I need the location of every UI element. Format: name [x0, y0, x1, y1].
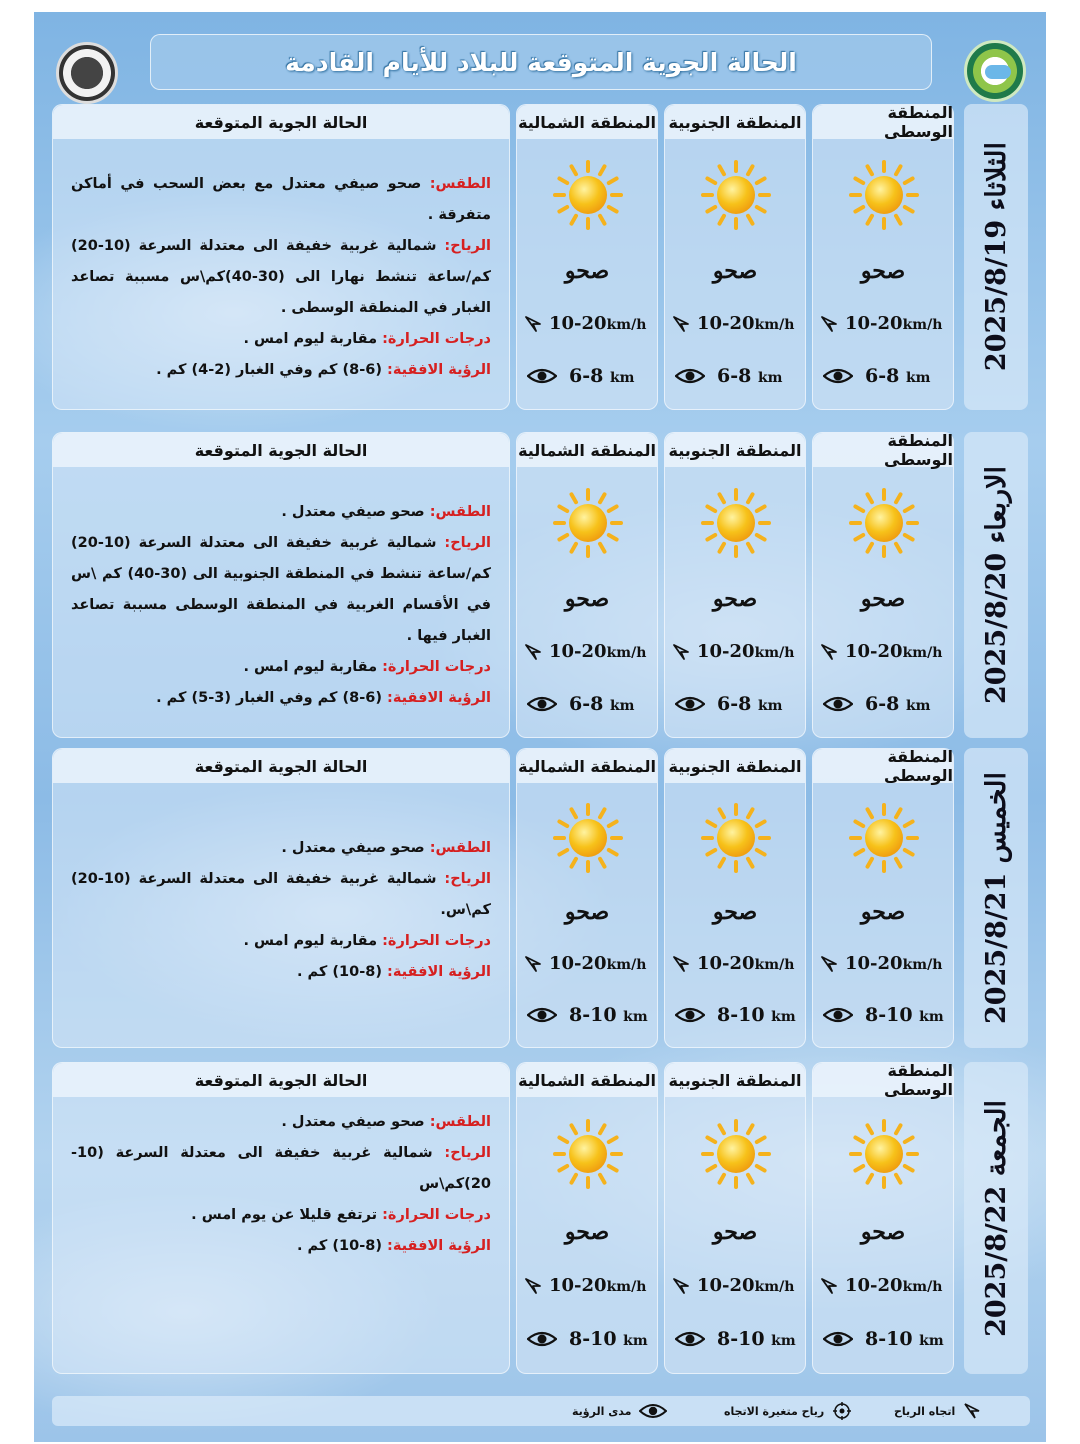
- temperature-line: درجات الحرارة: مقاربة ليوم امس .: [243, 331, 491, 347]
- wind-line: الرياح: شمالية غربية خفيفة الى معتدلة السرعة (10-20) كم\س.: [71, 871, 491, 918]
- wind-speed-text: 10-20km/h: [845, 313, 943, 334]
- wind-speed-text: 10-20km/h: [697, 313, 795, 334]
- wind-direction-arrow-icon: [819, 1276, 839, 1296]
- meteorology-authority-logo: [964, 40, 1026, 102]
- legend-wind-direction-label: اتجاه الرياح: [894, 1404, 956, 1418]
- legend-visibility: [572, 1396, 667, 1426]
- forecast-description-panel: [52, 104, 510, 410]
- forecast-description-text: [71, 497, 491, 714]
- visibility: [675, 1004, 805, 1026]
- sun-icon: [553, 488, 623, 558]
- region-card-southern: [664, 1062, 806, 1374]
- eye-icon: [823, 367, 853, 385]
- region-card-central: [812, 104, 954, 410]
- visibility-text: 8-10 km: [569, 1004, 648, 1026]
- wind-speed-text: 10-20km/h: [549, 641, 647, 662]
- region-card-northern: [516, 104, 658, 410]
- wind-direction-arrow-icon: [523, 642, 543, 662]
- wind-speed: [819, 1275, 955, 1296]
- wind-line: الرياح: شمالية غربية خفيفة الى معتدلة السرعة (10-20)كم\س: [71, 1145, 491, 1192]
- forecast-description-text: [71, 833, 491, 988]
- region-card-central: [812, 1062, 954, 1374]
- region-name: المنطقة الجنوبية: [665, 749, 805, 783]
- forecast-description-panel: [52, 1062, 510, 1374]
- wind-speed: [523, 313, 659, 334]
- condition-text: صحو: [712, 899, 758, 925]
- legend: [52, 1396, 1030, 1426]
- wind-speed-text: 10-20km/h: [697, 953, 795, 974]
- visibility-text: 6-8 km: [865, 693, 931, 715]
- wind-speed-text: 10-20km/h: [697, 641, 795, 662]
- eye-icon: [675, 1006, 705, 1024]
- region-card-central: [812, 748, 954, 1048]
- wind-speed: [671, 313, 807, 334]
- condition-text: صحو: [860, 586, 906, 612]
- legend-variable-wind-label: رياح متغيرة الاتجاه: [724, 1404, 825, 1418]
- visibility-text: 6-8 km: [569, 365, 635, 387]
- day-block: [34, 748, 1046, 1048]
- legend-visibility-label: مدى الرؤية: [572, 1404, 632, 1418]
- wind-speed: [523, 1275, 659, 1296]
- visibility-text: 8-10 km: [865, 1328, 944, 1350]
- legend-wind-direction: [894, 1396, 981, 1426]
- sun-icon: [701, 488, 771, 558]
- wind-speed-text: 10-20km/h: [549, 1275, 647, 1296]
- visibility: [527, 1004, 657, 1026]
- wind-direction-arrow-icon: [523, 954, 543, 974]
- condition-text: صحو: [564, 258, 610, 284]
- visibility-text: 8-10 km: [569, 1328, 648, 1350]
- day-date-text: الخميس 2025/8/21: [980, 772, 1012, 1024]
- weather-line: الطقس: صحو صيفي معتدل مع بعض السحب في أماكن متفرقة .: [71, 176, 491, 223]
- region-name: المنطقة الجنوبية: [665, 105, 805, 139]
- region-card-northern: [516, 1062, 658, 1374]
- wind-speed: [671, 953, 807, 974]
- page-title-bar: [150, 34, 932, 90]
- region-card-northern: [516, 432, 658, 738]
- region-card-southern: [664, 432, 806, 738]
- region-card-southern: [664, 748, 806, 1048]
- wind-speed: [523, 641, 659, 662]
- wind-direction-arrow-icon: [819, 954, 839, 974]
- region-name: المنطقة الشمالية: [517, 105, 657, 139]
- visibility: [823, 1004, 953, 1026]
- region-name: المنطقة الشمالية: [517, 749, 657, 783]
- day-date-label: [964, 1062, 1028, 1374]
- wind-direction-arrow-icon: [819, 314, 839, 334]
- condition-text: صحو: [712, 1219, 758, 1245]
- visibility-line: الرؤية الافقية: (6-8) كم وفي الغبار (3-5) كم .: [156, 690, 491, 706]
- day-date-text: الاربعاء 2025/8/20: [980, 465, 1012, 705]
- visibility: [527, 365, 657, 387]
- condition-text: صحو: [860, 258, 906, 284]
- wind-speed-text: 10-20km/h: [845, 953, 943, 974]
- visibility: [675, 365, 805, 387]
- sun-icon: [701, 160, 771, 230]
- forecast-page: [34, 12, 1046, 1442]
- visibility-text: 8-10 km: [717, 1004, 796, 1026]
- eye-icon: [675, 695, 705, 713]
- sun-icon: [849, 488, 919, 558]
- forecast-description-text: [71, 1107, 491, 1262]
- sun-icon: [849, 160, 919, 230]
- day-date-text: الجمعة 2025/8/22: [980, 1099, 1012, 1337]
- visibility: [527, 1328, 657, 1350]
- visibility: [675, 1328, 805, 1350]
- eye-icon: [675, 1330, 705, 1348]
- wind-speed: [523, 953, 659, 974]
- visibility: [823, 365, 953, 387]
- wind-speed: [671, 1275, 807, 1296]
- sun-icon: [849, 1119, 919, 1189]
- eye-icon: [823, 1330, 853, 1348]
- visibility-line: الرؤية الافقية: (8-10) كم .: [296, 1238, 491, 1254]
- sun-icon: [553, 1119, 623, 1189]
- day-date-label: [964, 748, 1028, 1048]
- desc-header: الحالة الجوية المتوقعة: [53, 433, 509, 467]
- region-card-southern: [664, 104, 806, 410]
- eye-icon: [675, 367, 705, 385]
- region-card-northern: [516, 748, 658, 1048]
- page-title: الحالة الجوية المتوقعة للبلاد للأيام القادمة: [285, 47, 797, 77]
- day-block: [34, 104, 1046, 410]
- wind-line: الرياح: شمالية غربية خفيفة الى معتدلة السرعة (10-20) كم/ساعة تنشط نهارا الى (30-40)كم\س مسببة تصاعد الغبار في المنطقة الوسطى .: [71, 238, 491, 316]
- wind-speed: [819, 313, 955, 334]
- desc-header: الحالة الجوية المتوقعة: [53, 105, 509, 139]
- condition-text: صحو: [860, 1219, 906, 1245]
- wind-direction-arrow-icon: [671, 1276, 691, 1296]
- eye-icon: [823, 695, 853, 713]
- sun-icon: [553, 803, 623, 873]
- region-name: المنطقة الجنوبية: [665, 1063, 805, 1097]
- temperature-line: درجات الحرارة: ترتفع قليلا عن يوم امس .: [191, 1207, 491, 1223]
- visibility: [823, 1328, 953, 1350]
- desc-header: الحالة الجوية المتوقعة: [53, 749, 509, 783]
- region-name: المنطقة الشمالية: [517, 433, 657, 467]
- visibility-text: 6-8 km: [569, 693, 635, 715]
- visibility: [823, 693, 953, 715]
- wind-speed-text: 10-20km/h: [549, 953, 647, 974]
- wind-direction-arrow-icon: [523, 314, 543, 334]
- weather-line: الطقس: صحو صيفي معتدل .: [281, 1114, 491, 1130]
- weather-forecasting-logo: [56, 42, 118, 104]
- wind-line: الرياح: شمالية غربية خفيفة الى معتدلة السرعة (10-20) كم/ساعة تنشط في المنطقة الجنوبية الى (30-40) كم \س في الأقسام الغربية في المنطقة الوسطى مسببة تصاعد الغبار فيها .: [71, 535, 491, 644]
- wind-speed-text: 10-20km/h: [845, 641, 943, 662]
- region-name: المنطقة الوسطى: [813, 1063, 953, 1097]
- condition-text: صحو: [564, 899, 610, 925]
- wind-direction-arrow-icon: [819, 642, 839, 662]
- variable-wind-icon: [832, 1401, 852, 1421]
- region-name: المنطقة الجنوبية: [665, 433, 805, 467]
- day-block: [34, 1062, 1046, 1374]
- visibility: [527, 693, 657, 715]
- region-name: المنطقة الوسطى: [813, 105, 953, 139]
- wind-direction-arrow-icon: [671, 314, 691, 334]
- region-card-central: [812, 432, 954, 738]
- wind-speed: [819, 641, 955, 662]
- region-name: المنطقة الوسطى: [813, 749, 953, 783]
- eye-icon: [527, 367, 557, 385]
- visibility-text: 6-8 km: [717, 693, 783, 715]
- wind-direction-arrow-icon: [671, 954, 691, 974]
- day-date-label: [964, 104, 1028, 410]
- wind-direction-arrow-icon: [523, 1276, 543, 1296]
- visibility-text: 6-8 km: [717, 365, 783, 387]
- visibility-text: 6-8 km: [865, 365, 931, 387]
- wind-direction-arrow-icon: [963, 1402, 981, 1420]
- region-name: المنطقة الشمالية: [517, 1063, 657, 1097]
- visibility: [675, 693, 805, 715]
- desc-header: الحالة الجوية المتوقعة: [53, 1063, 509, 1097]
- wind-speed: [819, 953, 955, 974]
- eye-icon: [527, 1330, 557, 1348]
- condition-text: صحو: [564, 586, 610, 612]
- forecast-description-panel: [52, 748, 510, 1048]
- wind-speed: [671, 641, 807, 662]
- eye-icon: [527, 695, 557, 713]
- wind-speed-text: 10-20km/h: [549, 313, 647, 334]
- region-name: المنطقة الوسطى: [813, 433, 953, 467]
- condition-text: صحو: [712, 258, 758, 284]
- sun-icon: [553, 160, 623, 230]
- day-date-label: [964, 432, 1028, 738]
- sun-icon: [701, 803, 771, 873]
- weather-line: الطقس: صحو صيفي معتدل .: [281, 504, 491, 520]
- condition-text: صحو: [712, 586, 758, 612]
- visibility-text: 8-10 km: [865, 1004, 944, 1026]
- visibility-text: 8-10 km: [717, 1328, 796, 1350]
- day-date-text: الثلاثاء 2025/8/19: [980, 142, 1012, 372]
- visibility-line: الرؤية الافقية: (6-8) كم وفي الغبار (2-4) كم .: [156, 362, 491, 378]
- sun-icon: [849, 803, 919, 873]
- temperature-line: درجات الحرارة: مقاربة ليوم امس .: [243, 933, 491, 949]
- eye-icon: [823, 1006, 853, 1024]
- day-block: [34, 432, 1046, 738]
- forecast-description-text: [71, 169, 491, 386]
- eye-icon: [639, 1402, 667, 1420]
- wind-speed-text: 10-20km/h: [845, 1275, 943, 1296]
- sun-icon: [701, 1119, 771, 1189]
- eye-icon: [527, 1006, 557, 1024]
- condition-text: صحو: [860, 899, 906, 925]
- wind-direction-arrow-icon: [671, 642, 691, 662]
- forecast-description-panel: [52, 432, 510, 738]
- temperature-line: درجات الحرارة: مقاربة ليوم امس .: [243, 659, 491, 675]
- condition-text: صحو: [564, 1219, 610, 1245]
- wind-speed-text: 10-20km/h: [697, 1275, 795, 1296]
- legend-variable-wind: [724, 1396, 852, 1426]
- visibility-line: الرؤية الافقية: (8-10) كم .: [296, 964, 491, 980]
- weather-line: الطقس: صحو صيفي معتدل .: [281, 840, 491, 856]
